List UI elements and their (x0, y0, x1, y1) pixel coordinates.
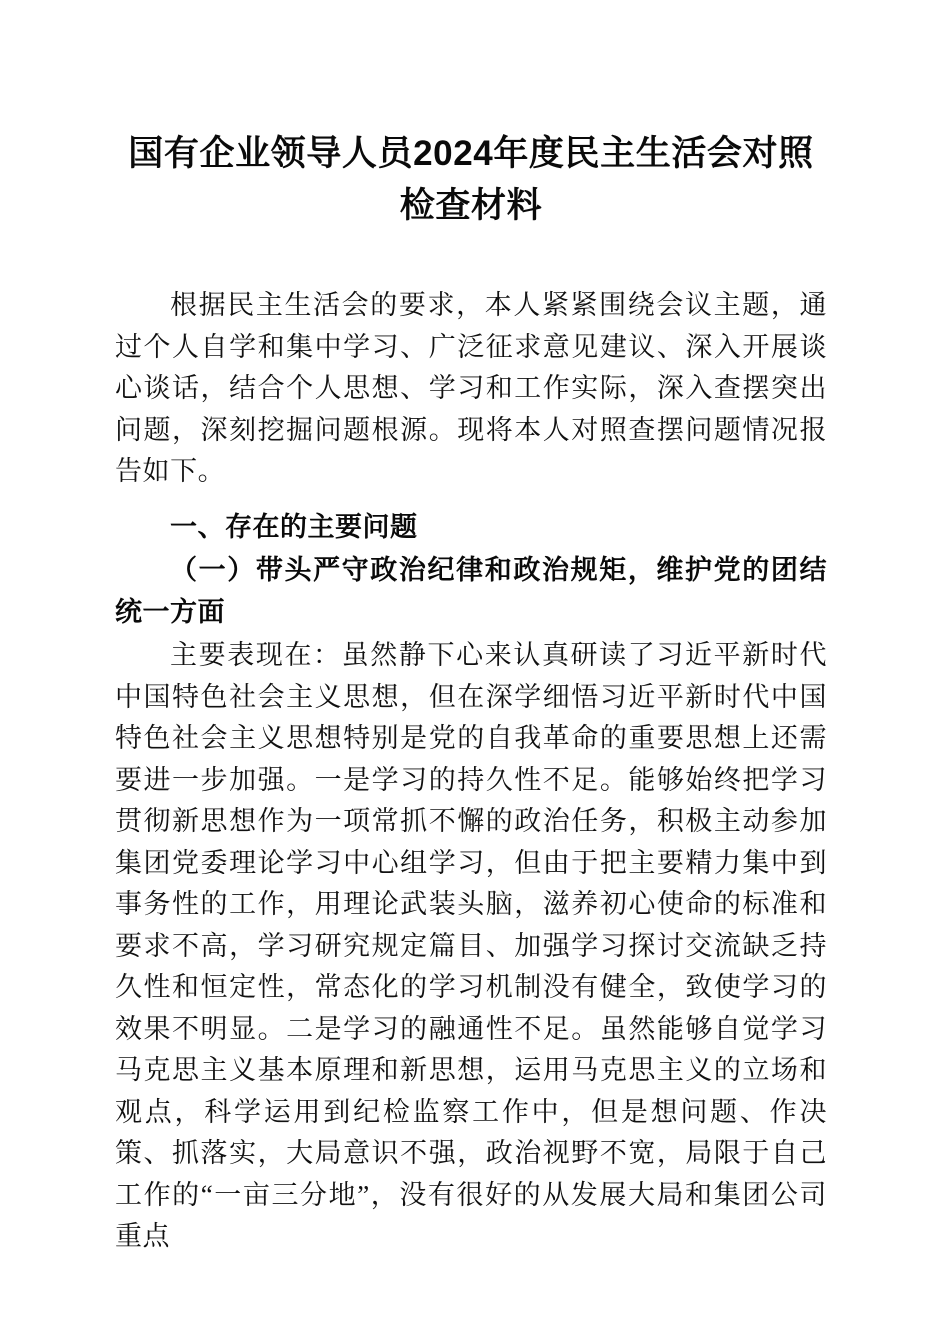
page-title-line-1: 国有企业领导人员2024年度民主生活会对照 (128, 134, 814, 173)
subsection-1-body-paragraph: 主要表现在：虽然静下心来认真研读了习近平新时代中国特色社会主义思想，但在深学细悟习近平新时代中国特色社会主义思想特别是党的自我革命的重要思想上还需要进一步加强。一是学习的持久性不足。能够始终把学习贯彻新思想作为一项常抓不懈的政治任务，积极主动参加集团党委理论学习中心组学习，但由于把主要精力集中到事务性的工作，用理论武装头脑，滋养初心使命的标准和要求不高，学习研究规定篇目、加强学习探讨交流缺乏持久性和恒定性，常态化的学习机制没有健全，致使学习的效果不明显。二是学习的融通性不足。虽然能够自觉学习马克思主义基本原理和新思想，运用马克思主义的立场和观点，科学运用到纪检监察工作中，但是想问题、作决策、抓落实，大局意识不强，政治视野不宽，局限于自己工作的“一亩三分地”，没有很好的从发展大局和集团公司重点 (115, 640, 827, 1251)
page-content-column (115, 0, 827, 1258)
section-heading-1: 一、存在的主要问题 (170, 511, 418, 542)
subsection-heading-1-text: （一）带头严守政治纪律和政治规矩，维护党的团结统一方面 (115, 555, 827, 627)
page-title (115, 0, 827, 232)
subsection-heading-1 (115, 550, 827, 633)
intro-paragraph: 根据民主生活会的要求，本人紧紧围绕会议主题，通过个人自学和集中学习、广泛征求意见建议、深入开展谈心谈话，结合个人思想、学习和工作实际，深入查摆突出问题，深刻挖掘问题根源。现将本人对照查摆问题情况报告如下。 (115, 290, 827, 486)
page-title-line-2: 检查材料 (399, 186, 543, 225)
